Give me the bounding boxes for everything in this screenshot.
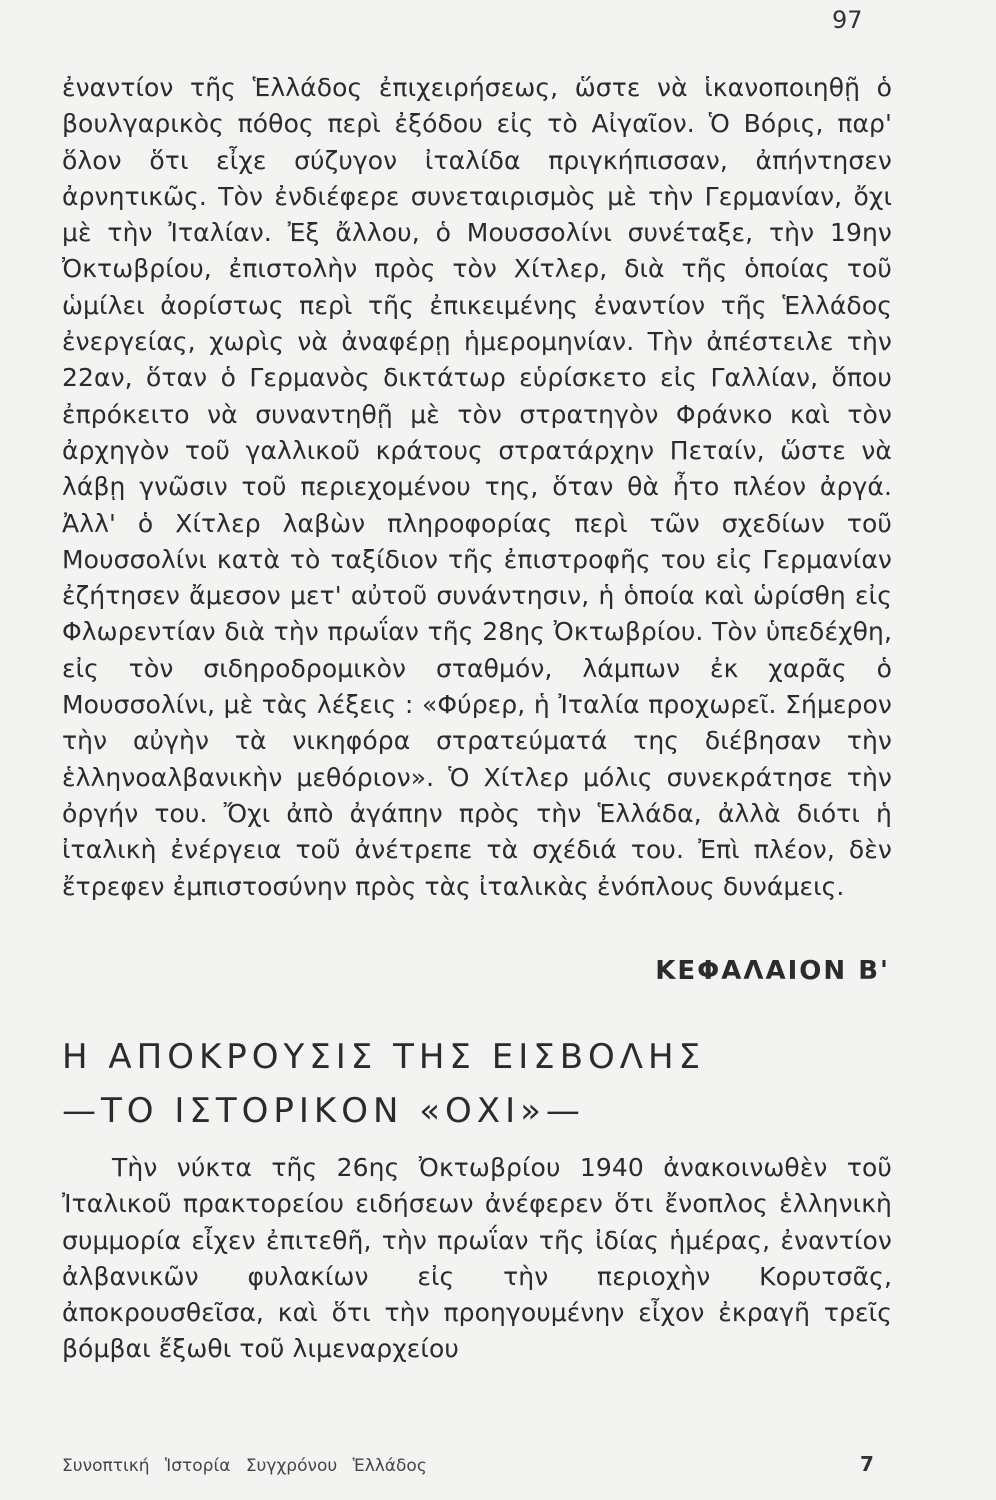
- body-paragraph: ἐναντίον τῆς Ἑλλάδος ἐπιχειρήσεως, ὥστε νὰ ἱκανοποιηθῇ ὁ βουλγαρικὸς πόθος περὶ ἐξόδου εἰς τὸ Αἰγαῖον. Ὁ Βόρις, παρ' ὅλον ὅτι εἶχε σύζυγον ἰταλίδα πριγκήπισσαν, ἀπήντησεν ἀρνητικῶς. Τὸν ἐνδιέφερε συνεταιρισμὸς μὲ τὴν Γερμανίαν, ὄχι μὲ τὴν Ἰταλίαν. Ἐξ ἄλλου, ὁ Μουσσολίνι συνέταξε, τὴν 19ην Ὀκτωβρίου, ἐπιστολὴν πρὸς τὸν Χίτλερ, διὰ τῆς ὁποίας τοῦ ὡμίλει ἀορίστως περὶ τῆς ἐπικειμένης ἐναντίον τῆς Ἑλλάδος ἐνεργείας, χωρὶς νὰ ἀναφέρῃ ἡμερομηνίαν. Τὴν ἀπέστειλε τὴν 22αν, ὅταν ὁ Γερμανὸς δικτάτωρ εὑρίσκετο εἰς Γαλλίαν, ὅπου ἐπρόκειτο νὰ συναντηθῇ μὲ τὸν στρατηγὸν Φράνκο καὶ τὸν ἀρχηγὸν τοῦ γαλλικοῦ κράτους στρατάρχην Πεταίν, ὥστε νὰ λάβῃ γνῶσιν τοῦ περιεχομένου της, ὅταν θὰ ἦτο πλέον ἀργά. Ἀλλ' ὁ Χίτλερ λαβὼν πληροφορίας περὶ τῶν σχεδίων τοῦ Μουσσολίνι κατὰ τὸ ταξίδιον τῆς ἐπιστροφῆς του εἰς Γερμανίαν ἐζήτησεν ἄμεσον μετ' αὐτοῦ συνάντησιν, ἡ ὁποία καὶ ὡρίσθη εἰς Φλωρεντίαν διὰ τὴν πρωΐαν τῆς 28ης Ὀκτωβρίου. Τὸν ὑπεδέχθη, εἰς τὸν σιδηροδρομικὸν σταθμόν, λάμπων ἐκ χαρᾶς ὁ Μουσσολίνι, μὲ τὰς λέξεις : «Φύρερ, ἡ Ἰταλία προχωρεῖ. Σήμερον τὴν αὐγὴν τὰ νικηφόρα στρατεύματά της διέβησαν τὴν ἑλληνοαλβανικὴν μεθόριον». Ὁ Χίτλερ μόλις συνεκράτησε τὴν ὀργήν του. Ὄχι ἀπὸ ἀγάπην πρὸς τὴν Ἑλλάδα, ἀλλὰ διότι ἡ ἰταλικὴ ἐνέργεια τοῦ ἀνέτρεπε τὰ σχέδιά του. Ἐπὶ πλέον, δὲν ἔτρεφεν ἐμπιστοσύνην πρὸς τὰς ἰταλικὰς ἐνόπλους δυνάμεις.: [62, 73, 892, 901]
- chapter-label: ΚΕΦΑΛΑΙΟΝ Β': [655, 956, 890, 986]
- footer-signature-mark: 7: [860, 1452, 874, 1476]
- page-number: 97: [832, 6, 863, 34]
- chapter-title-line-2: —ΤΟ ΙΣΤΟΡΙΚΟΝ «ΟΧΙ»—: [62, 1091, 585, 1131]
- body-paragraph: Τὴν νύκτα τῆς 26ης Ὀκτωβρίου 1940 ἀνακοινωθὲν τοῦ Ἰταλικοῦ πρακτορείου ειδήσεων ἀνέφερεν ὅτι ἔνοπλος ἑλληνικὴ συμμορία εἶχεν ἐπιτεθῆ, τὴν πρωΐαν τῆς ἰδίας ἡμέρας, ἐναντίον ἀλβανικῶν φυλακίων εἰς τὴν περιοχὴν Κορυτσᾶς, ἀποκρουσθεῖσα, καὶ ὅτι τὴν προηγουμένην εἶχον ἐκραγῆ τρεῖς βόμβαι ἔξωθι τοῦ λιμεναρχείου: [62, 1153, 892, 1364]
- chapter-title-line-1: Η ΑΠΟΚΡΟΥΣΙΣ ΤΗΣ ΕΙΣΒΟΛΗΣ: [62, 1037, 706, 1077]
- chapter-title: [62, 1030, 705, 1138]
- footer-book-title: Συνοπτική Ἱστορία Συγχρόνου Ἑλλάδος: [62, 1456, 427, 1476]
